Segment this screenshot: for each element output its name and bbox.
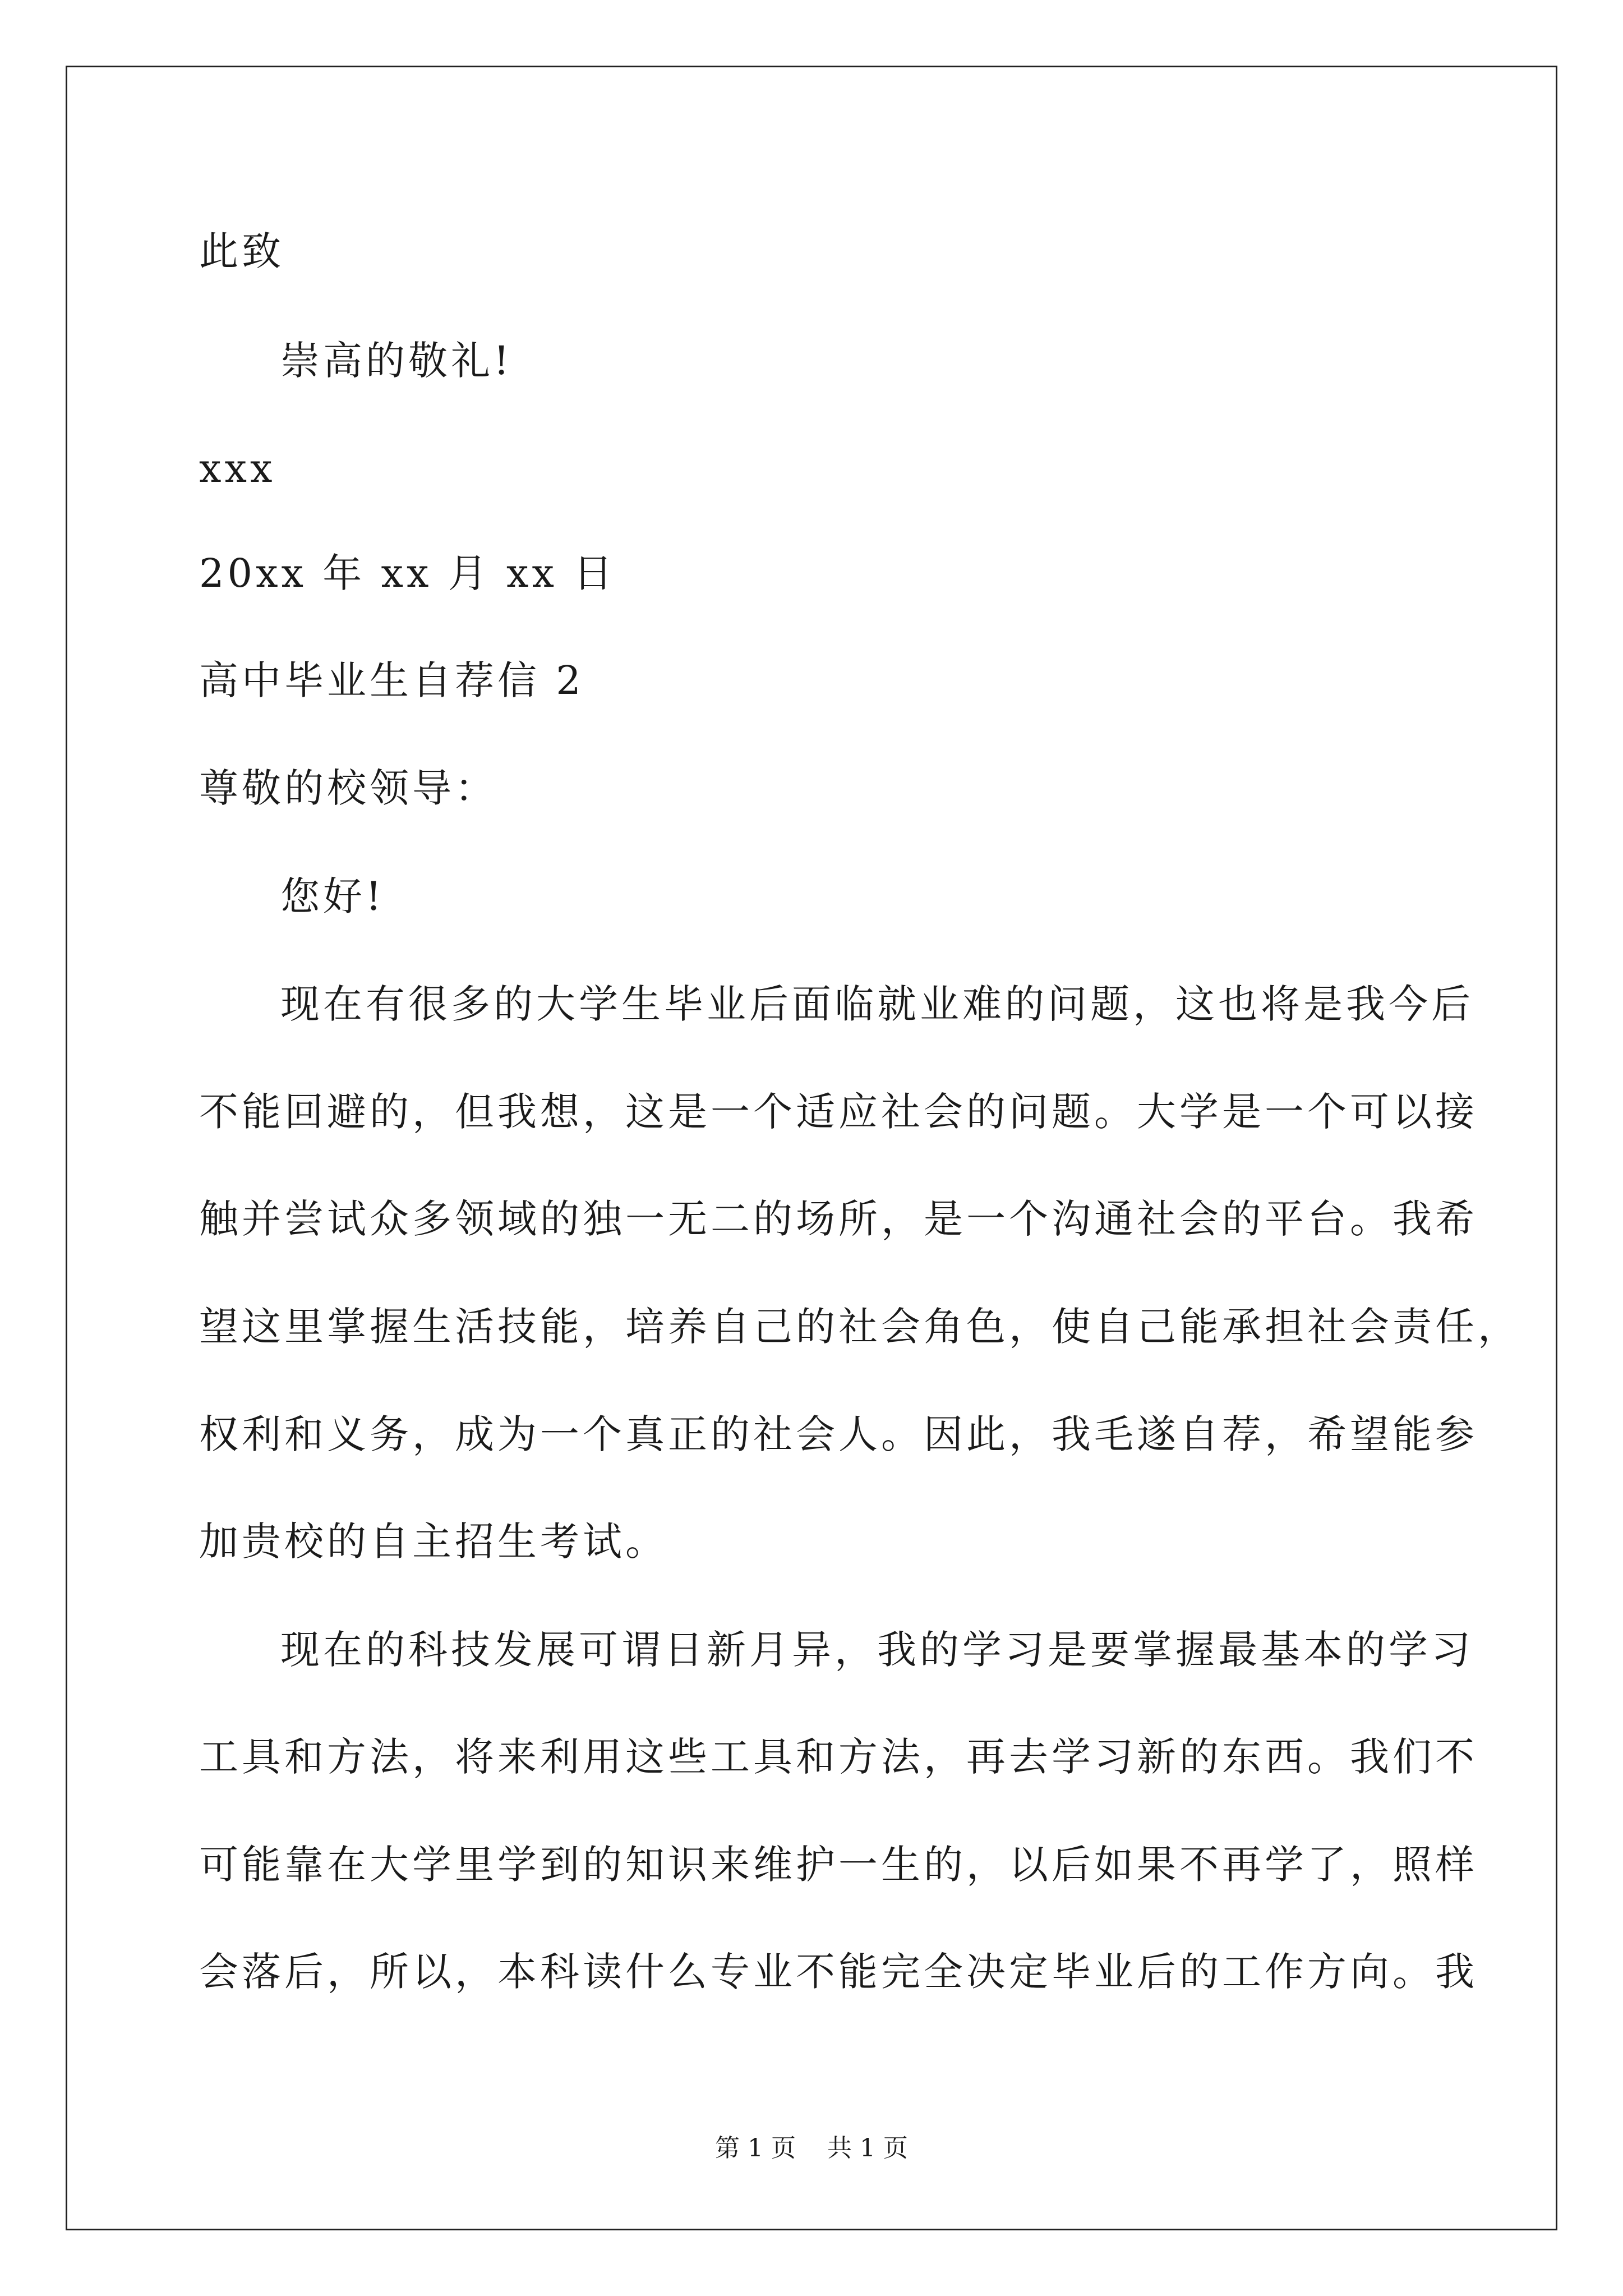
respect-salutation: 崇高的敬礼! bbox=[280, 338, 513, 384]
paragraph2-line: 现在的科技发展可谓日新月异，我的学习是要掌握最基本的学习 bbox=[280, 1627, 1474, 1673]
paragraph2-line: 会落后，所以，本科读什么专业不能完全决定毕业后的工作方向。我 bbox=[199, 1949, 1478, 1995]
letter-salutation: 尊敬的校领导： bbox=[199, 765, 497, 811]
signature-date: 20xx 年 xx 月 xx 日 bbox=[199, 550, 616, 596]
paragraph2-line: 可能靠在大学里学到的知识来维护一生的，以后如果不再学了，照样 bbox=[199, 1842, 1478, 1888]
paragraph1-line: 权利和义务，成为一个真正的社会人。因此，我毛遂自荐，希望能参 bbox=[199, 1411, 1478, 1457]
letter-greeting: 您好! bbox=[280, 873, 385, 919]
paragraph1-line: 现在有很多的大学生毕业后面临就业难的问题，这也将是我今后 bbox=[280, 981, 1474, 1027]
page-footer: 第 1 页 共 1 页 bbox=[715, 2134, 908, 2162]
closing-line: 此致 bbox=[199, 228, 284, 274]
paragraph1-line: 望这里掌握生活技能，培养自己的社会角色，使自己能承担社会责任， bbox=[199, 1304, 1520, 1350]
page-border bbox=[66, 66, 1557, 2230]
letter-title: 高中毕业生自荐信 2 bbox=[199, 657, 584, 703]
paragraph1-line: 不能回避的，但我想，这是一个适应社会的问题。大学是一个可以接 bbox=[199, 1089, 1478, 1135]
paragraph1-line: 加贵校的自主招生考试。 bbox=[199, 1519, 668, 1565]
signature-name: xxx bbox=[199, 445, 276, 491]
paragraph2-line: 工具和方法，将来利用这些工具和方法，再去学习新的东西。我们不 bbox=[199, 1734, 1478, 1780]
paragraph1-line: 触并尝试众多领域的独一无二的场所，是一个沟通社会的平台。我希 bbox=[199, 1196, 1478, 1242]
